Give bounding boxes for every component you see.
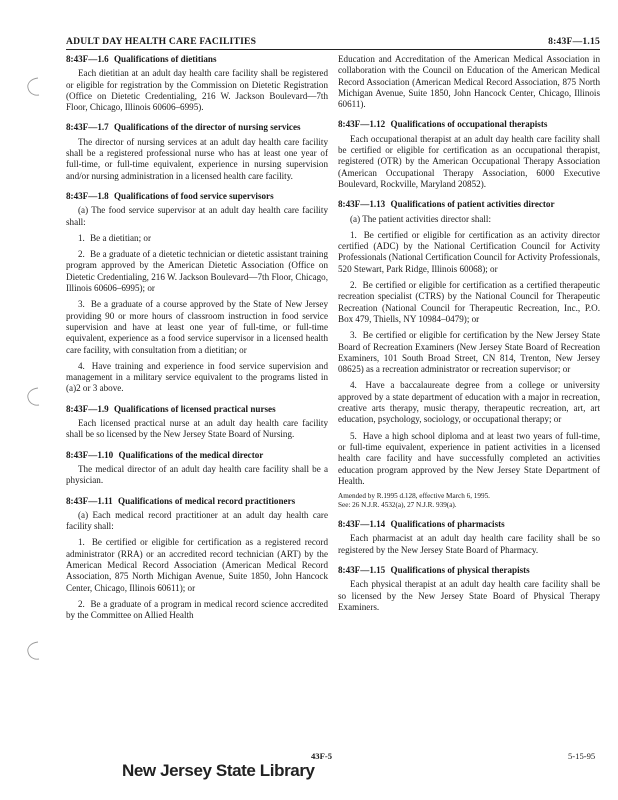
section-paragraph: Each licensed practical nurse at an adult day health care facility shall be so licensed by the New Jersey State Board of Nursing. xyxy=(66,418,328,440)
list-item-text: Have a baccalaureate degree from a college or university approved by a state department of education with a major in recreation, creative arts therapy, music therapy, therapeutic recreation, art, art education, psychology, sociology, or occupational therapy; or xyxy=(338,380,600,425)
section xyxy=(338,565,600,613)
library-stamp: New Jersey State Library xyxy=(122,761,315,780)
section-paragraph: Each physical therapist at an adult day health care facility shall be so licensed by the New Jersey State Board of Physical Therapy Examiners. xyxy=(338,579,600,612)
section-title: Qualifications of food service supervisors xyxy=(113,190,274,201)
section-paragraph: Each dietitian at an adult day health care facility shall be registered or eligible for registration by the Commission on Dietetic Registration (Office on Dietetic Credentialing, 216 W. Jackson Boulevard—7th Floor, Chicago, Illinois 60606–6995). xyxy=(66,68,328,113)
list-item xyxy=(338,330,600,375)
list-item xyxy=(66,249,328,294)
revision-date: 5-15-95 xyxy=(568,751,596,761)
list-item-marker: 3. xyxy=(78,299,85,310)
section-paragraph: (a) Each medical record practitioner at an adult day health care facility shall: xyxy=(66,509,328,532)
section-number: 8:43F—1.11 xyxy=(66,495,113,506)
section-heading xyxy=(66,191,328,202)
right-column-sections xyxy=(338,119,600,613)
binder-hole-mark xyxy=(24,76,42,98)
header-title: ADULT DAY HEALTH CARE FACILITIES xyxy=(66,36,257,47)
list-item-text: Be a graduate of a program in medical record science accredited by the Committee on Allied Health xyxy=(66,598,328,621)
section-title: Qualifications of pharmacists xyxy=(390,519,505,530)
section-heading xyxy=(338,519,600,530)
list-item-marker: 2. xyxy=(78,249,85,260)
section-paragraph: (a) The patient activities director shall: xyxy=(350,213,491,224)
section-title: Qualifications of the director of nursing services xyxy=(113,122,301,133)
section-number: 8:43F—1.9 xyxy=(66,403,109,414)
list-item-text: Be a graduate of a dietetic technician or dietetic assistant training program approved by the American Dietetic Association (Office on Dietetic Credentialing, 216 W. Jackson Boulevard—7th Floor, Chicago, Illinois 60606–6995); or xyxy=(66,249,328,294)
list-item xyxy=(66,599,328,622)
section-title: Qualifications of occupational therapists xyxy=(390,119,548,130)
section xyxy=(66,496,328,622)
list-item-text: Be certified or eligible for certification as an activity director certified (ADC) by the National Certification Council for Activity Professionals (National Certification Council for Activity Professionals, 520 Stewart, Park Ridge, Illinois 60068); or xyxy=(338,229,600,274)
list-item-marker: 1. xyxy=(350,229,357,240)
section xyxy=(66,404,328,441)
list-item xyxy=(338,431,600,487)
section-number: 8:43F—1.6 xyxy=(66,54,109,64)
section-heading xyxy=(66,404,328,415)
section-title: Qualifications of physical therapists xyxy=(390,564,530,575)
section-number: 8:43F—1.15 xyxy=(338,564,386,575)
section-paragraph: The medical director of an adult day health care facility shall be a physician. xyxy=(66,463,328,486)
section-paragraph: Each occupational therapist at an adult day health care facility shall be certified or eligible for certification as an occupational therapist, registered (OTR) by the American Occupational Therapy Association (American Occupational Therapy Association, 6000 Executive Boulevard, Rockville, Maryland 20852). xyxy=(338,133,600,189)
list-item-marker: 2. xyxy=(78,598,85,609)
page-number: 43F-5 xyxy=(311,751,333,761)
list-item-text: Have training and experience in food service supervision and management in a military service equivalent to the programs listed in (a)2 or 3 above. xyxy=(66,360,328,394)
list-item xyxy=(66,233,328,244)
section-number: 8:43F—1.13 xyxy=(338,199,386,210)
list-item xyxy=(338,280,600,325)
amendment-line: See: 26 N.J.R. 4532(a), 27 N.J.R. 939(a). xyxy=(338,501,457,510)
section-heading xyxy=(66,54,328,65)
section-paragraph: (a) The food service supervisor at an adult day health care facility shall: xyxy=(66,205,328,227)
running-header xyxy=(66,33,600,50)
section xyxy=(66,450,328,487)
list-item xyxy=(66,299,328,355)
list-item-text: Be a dietitian; or xyxy=(90,232,151,243)
section xyxy=(66,191,328,395)
section-paragraph: Each pharmacist at an adult day health care facility shall be so registered by the New Jersey State Board of Pharmacy. xyxy=(338,533,600,555)
section-title: Qualifications of patient activities director xyxy=(390,199,555,210)
section-paragraph: The director of nursing services at an adult day health care facility shall be a registered professional nurse who has at least one year of full-time, or full-time equivalent, experience in nursing supervision and/or nursing administration in a licensed health care facility. xyxy=(66,136,328,181)
list-item-marker: 4. xyxy=(350,380,357,391)
section-number: 8:43F—1.12 xyxy=(338,119,386,130)
list-item xyxy=(66,537,328,593)
list-item-text: Be certified or eligible for certification as a registered record administrator (RRA) or an accredited record technician (ART) by the American Medical Record Association (American Medical Record Association, 875 North Michigan Avenue, Suite 1850, John Hancock Center, Chicago, Illinois 60611); or xyxy=(66,537,329,593)
section-heading xyxy=(66,122,328,133)
amendment-line: Amended by R.1995 d.128, effective March 6, 1995. xyxy=(338,492,490,501)
binder-hole-mark xyxy=(24,386,42,408)
section-heading xyxy=(338,199,600,210)
list-item xyxy=(338,230,600,275)
section-title: Qualifications of licensed practical nurses xyxy=(113,403,276,414)
list-item-marker: 4. xyxy=(78,360,85,371)
right-column xyxy=(338,54,600,622)
list-item-marker: 1. xyxy=(78,537,85,548)
section xyxy=(66,122,328,181)
section-title: Qualifications of medical record practitioners xyxy=(118,495,296,506)
binder-hole-mark xyxy=(24,640,42,662)
list-item-marker: 3. xyxy=(350,330,357,341)
list-item-marker: 5. xyxy=(350,430,357,441)
list-item xyxy=(66,361,328,395)
list-item-text: Be a graduate of a course approved by the State of New Jersey providing 90 or more hours of classroom instruction in food service supervision and have at least one year of full-time, or full-time equivalent, experience as a food service supervisor in a licensed health care facility, with consultation from a dietitian; or xyxy=(66,299,328,355)
section-number: 8:43F—1.7 xyxy=(66,122,109,133)
list-item-text: Be certified or eligible for certification as a certified therapeutic recreation specialist (CTRS) by the National Council for Therapeutic Recreation (National Council for Therapeutic Recreation, Inc., P.O. Box 479, Thiells, NY 10984–0479); or xyxy=(338,280,600,324)
list-item-marker: 1. xyxy=(78,232,85,243)
list-item-text: Be certified or eligible for certification by the New Jersey State Board of Recreation Examiners (New Jersey State Board of Recreation Examiners, 101 South Broad Street, CN 814, Trenton, New Jersey 08625) as a recreation administrator or recreation supervisor; or xyxy=(338,330,600,375)
section xyxy=(338,199,600,510)
header-section-range: 8:43F—1.15 xyxy=(548,36,600,47)
continuation-text: Education and Accreditation of the American Medical Association in collaboration with the Council on Education of the American Medical Record Association (American Medical Record Association, 875 North Michigan Avenue, Suite 1850, John Hancock Center, Chicago, Illinois 60611). xyxy=(338,54,600,110)
section xyxy=(66,54,328,113)
section-heading xyxy=(338,565,600,576)
section-heading xyxy=(66,450,328,461)
section-title: Qualifications of dietitians xyxy=(113,54,217,64)
section-heading xyxy=(338,119,600,130)
list-item-marker: 2. xyxy=(350,280,357,291)
left-column xyxy=(66,54,328,630)
section xyxy=(338,519,600,556)
section-number: 8:43F—1.10 xyxy=(66,449,114,460)
section-title: Qualifications of the medical director xyxy=(118,449,264,460)
section xyxy=(338,119,600,190)
list-item-text: Have a high school diploma and at least two years of full-time, or full-time equivalent, experience in patient activities in a licensed health care facility and have successfully completed an activities education program approved by the New Jersey State Department of Health. xyxy=(338,430,600,486)
amendment-note xyxy=(338,492,600,510)
section-number: 8:43F—1.14 xyxy=(338,519,386,530)
list-item xyxy=(338,380,600,425)
section-number: 8:43F—1.8 xyxy=(66,190,109,201)
section-heading xyxy=(66,496,328,507)
